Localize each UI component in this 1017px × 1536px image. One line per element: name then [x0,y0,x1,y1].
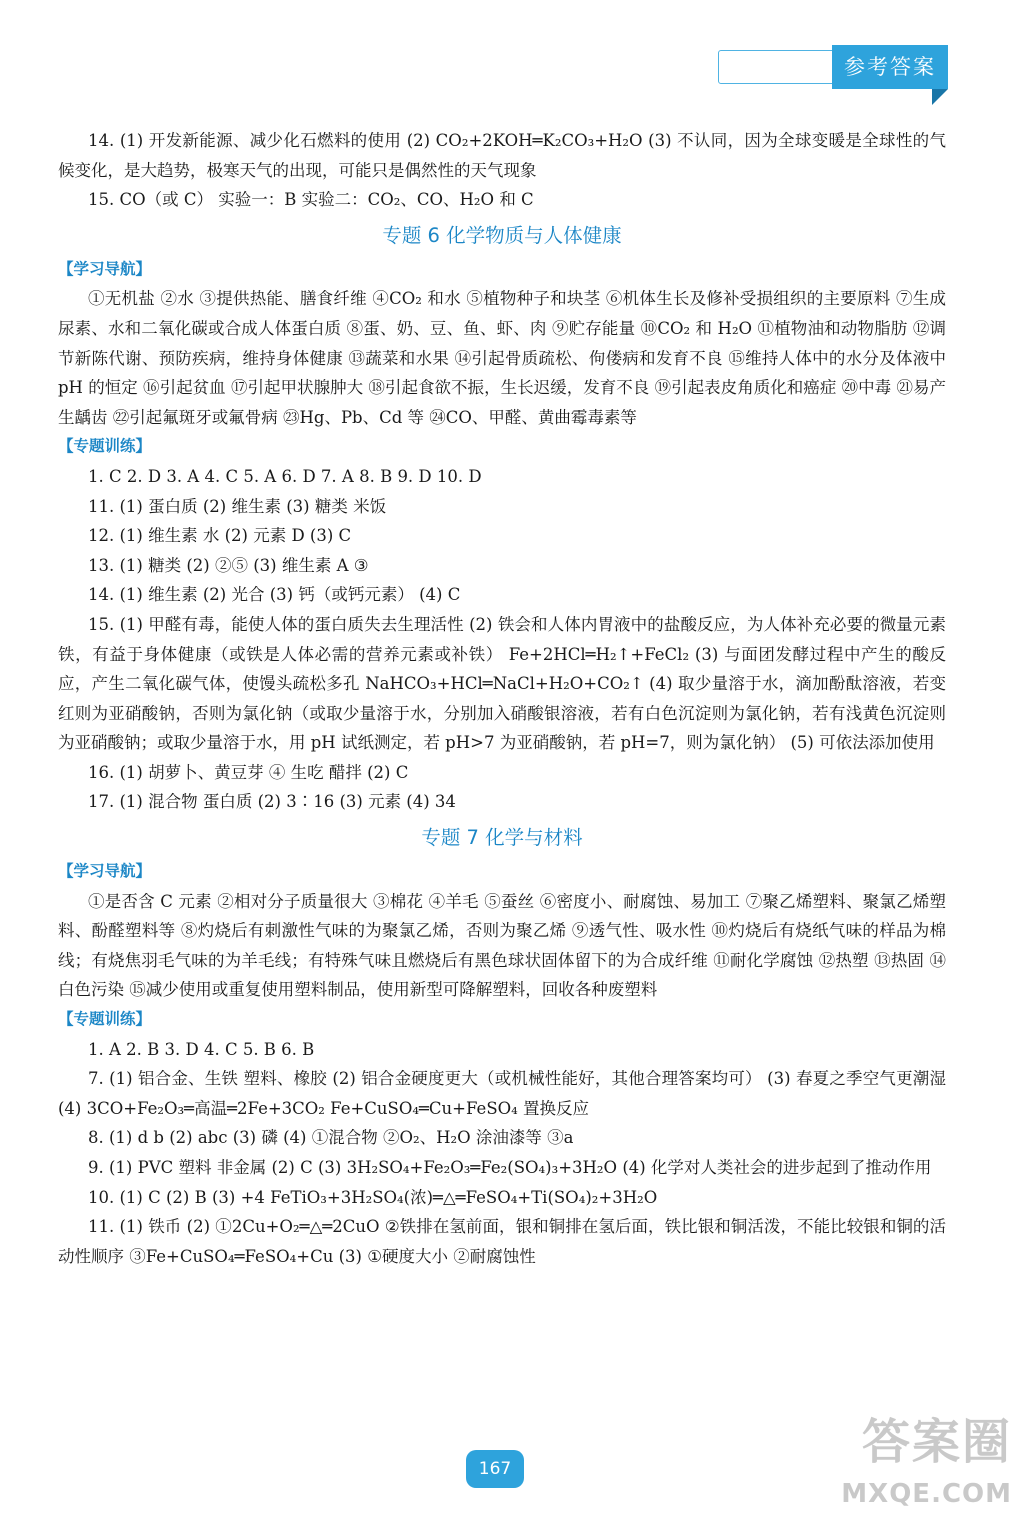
answer-10: 10. (1) C (2) B (3) +4 FeTiO₃+3H₂SO₄(浓)═△═FeSO₄+Ti(SO₄)₂+3H₂O [88,1187,658,1207]
study-guide-7: ①是否含 C 元素 ②相对分子质量很大 ③棉花 ④羊毛 ⑤蚕丝 ⑥密度小、耐腐蚀、易加工 ⑦聚乙烯塑料、聚氯乙烯塑料、酚醛塑料等 ⑧灼烧后有刺激性气味的为聚氯乙烯，否则为聚乙烯 ⑨透气性、吸水性 ⑩灼烧后有烧纸气味的样品为棉线；有烧焦羽毛气味的为羊毛线；有特殊气味且燃烧后有黑色球状固体留下的为合成纤维 ⑪耐化学腐蚀 ⑫热塑 ⑬热固 ⑭白色污染 ⑮减少使用或重复使用塑料制品，使用新型可降解塑料，回收各种废塑料 [58,891,946,1000]
section-title-6: 专题 6 化学物质与人体健康 [382,223,622,247]
answer-14b: 14. (1) 维生素 (2) 光合 (3) 钙（或钙元素） (4) C [88,585,461,605]
answer-13: 13. (1) 糖类 (2) ②⑤ (3) 维生素 A ③ [88,555,369,575]
section-title-7: 专题 7 化学与材料 [421,826,583,850]
answer-14: 14. (1) 开发新能源、减少化石燃料的使用 (2) CO₂+2KOH═K₂CO₃+H₂O (3) 不认同，因为全球变暖是全球性的气候变化，是大趋势，极寒天气的出现，可能只是偶然性的天气现象 [58,131,946,180]
answers-1-6: 1. A 2. B 3. D 4. C 5. B 6. B [88,1039,315,1059]
answer-17: 17. (1) 混合物 蛋白质 (2) 3∶16 (3) 元素 (4) 34 [88,792,456,812]
watermark-url: MXQE.COM [841,1479,1012,1509]
answer-11b: 11. (1) 铁币 (2) ①2Cu+O₂═△═2CuO ②铁排在氢前面，银和铜排在氢后面，铁比银和铜活泼，不能比较银和铜的活动性顺序 ③Fe+CuSO₄═FeSO₄+Cu (3) ①硬度大小 ②耐腐蚀性 [58,1217,946,1266]
answer-16: 16. (1) 胡萝卜、黄豆芽 ④ 生吃 醋拌 (2) C [88,762,409,782]
study-guide-tag-6: 【学习导航】 [58,259,152,278]
study-guide-6: ①无机盐 ②水 ③提供热能、膳食纤维 ④CO₂ 和水 ⑤植物种子和块茎 ⑥机体生长及修补受损组织的主要原料 ⑦生成尿素、水和二氧化碳或合成人体蛋白质 ⑧蛋、奶、豆、鱼、虾、肉 ⑨贮存能量 ⑩CO₂ 和 H₂O ⑪植物油和动物脂肪 ⑫调节新陈代谢、预防疾病，维持身体健康 ⑬蔬菜和水果 ⑭引起骨质疏松、佝偻病和发育不良 ⑮维持人体中的水分及体液中 pH 的恒定 ⑯引起贫血 ⑰引起甲状腺肿大 ⑱引起食欲不振，生长迟缓，发育不良 ⑲引起表皮角质化和癌症 ⑳中毒 ㉑易产生龋齿 ㉒引起氟斑牙或氟骨病 ㉓Hg、Pb、Cd 等 ㉔CO、甲醛、黄曲霉毒素等 [58,289,946,427]
answer-15: 15. CO（或 C） 实验一：B 实验二：CO₂、CO、H₂O 和 C [88,190,534,210]
training-tag-6: 【专题训练】 [58,437,152,456]
watermark [826,1410,1012,1530]
study-guide-tag-7: 【学习导航】 [58,862,152,881]
header-blank-box [718,50,838,84]
answer-9: 9. (1) PVC 塑料 非金属 (2) C (3) 3H₂SO₄+Fe₂O₃═Fe₂(SO₄)₃+3H₂O (4) 化学对人类社会的进步起到了推动作用 [88,1158,932,1177]
header-fold-corner [932,89,948,105]
header-tab-answer-key: 参考答案 [832,45,948,89]
answer-11: 11. (1) 蛋白质 (2) 维生素 (3) 糖类 米饭 [88,496,387,516]
answers-1-10: 1. C 2. D 3. A 4. C 5. A 6. D 7. A 8. B 9. D 10. D [88,466,482,486]
watermark-logo: 答案圈 [861,1414,1012,1470]
answer-15b: 15. (1) 甲醛有毒，能使人体的蛋白质失去生理活性 (2) 铁会和人体内胃液中的盐酸反应，为人体补充必要的微量元素铁，有益于身体健康（或铁是人体必需的营养元素或补铁） Fe+2HCl═H₂↑+FeCl₂ (3) 与面团发酵过程中产生的酸反应，产生二氧化碳气体，使馒头疏松多孔 NaHCO₃+HCl═NaCl+H₂O+CO₂↑ (4) 取少量溶于水，滴加酚酞溶液，若变红则为亚硝酸钠，否则为氯化钠（或取少量溶于水，分别加入硝酸银溶液，若有白色沉淀则为氯化钠，若有浅黄色沉淀则为亚硝酸钠；或取少量溶于水，用 pH 试纸测定，若 pH>7 为亚硝酸钠，若 pH=7，则为氯化钠） (5) 可依法添加使用 [58,614,946,753]
answer-12: 12. (1) 维生素 水 (2) 元素 D (3) C [88,526,352,546]
page-number: 167 [466,1450,524,1488]
training-tag-7: 【专题训练】 [58,1010,152,1029]
answer-content [58,126,946,1271]
answer-8: 8. (1) d b (2) abc (3) 磷 (4) ①混合物 ②O₂、H₂O 涂油漆等 ③a [88,1128,574,1148]
answer-7: 7. (1) 铝合金、生铁 塑料、橡胶 (2) 铝合金硬度更大（或机械性能好，其他合理答案均可） (3) 春夏之季空气更潮湿 (4) 3CO+Fe₂O₃═高温═2Fe+3CO₂ Fe+CuSO₄═Cu+FeSO₄ 置换反应 [58,1069,946,1118]
